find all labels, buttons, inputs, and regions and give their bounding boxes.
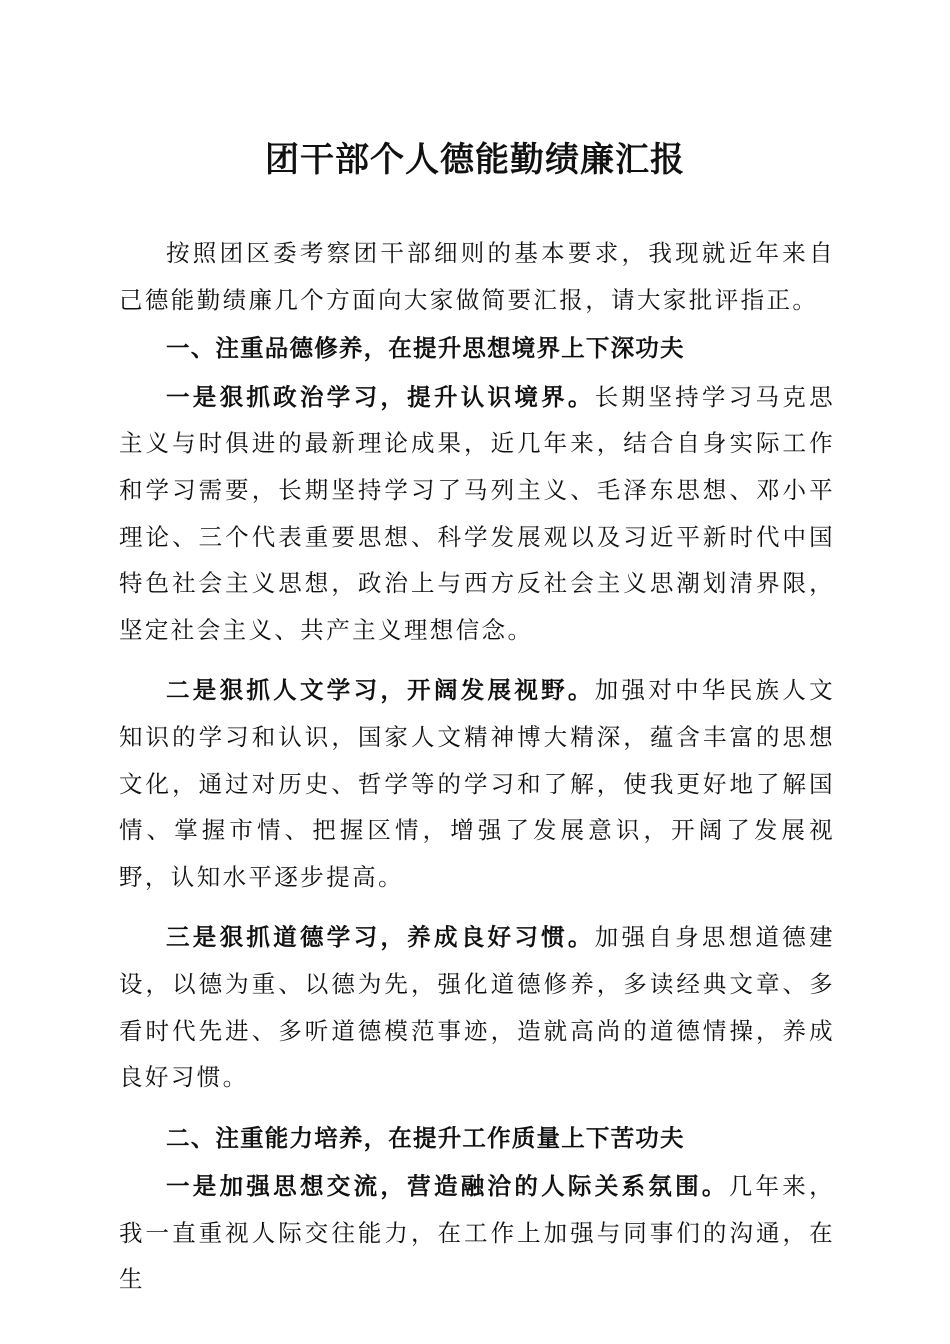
paragraph-text: 加强自身思想道德建设，以德为重、以德为先，强化道德修养，多读经典文章、多看时代先进、多听道德模范事迹，造就高尚的道德情操，养成良好习惯。 [119,923,835,1092]
body-paragraph [119,914,835,1100]
paragraph-text: 几年来，我一直重视人际交往能力，在工作上加强与同事们的沟通，在生 [119,1172,835,1294]
document-body [119,230,835,1303]
document-title: 团干部个人德能勤绩廉汇报 [265,140,685,180]
body-paragraph [119,667,835,900]
paragraph-lead: 一是狠抓政治学习，提升认识境界。 [166,382,595,411]
paragraph-text: 加强对中华民族人文知识的学习和认识，国家人文精神博大精深，蕴含丰富的思想文化，通过对历史、哲学等的学习和了解，使我更好地了解国情、掌握市情、把握区情，增强了发展意识，开阔了发展视野，认知水平逐步提高。 [119,676,835,891]
body-paragraph [119,1163,835,1303]
section-heading: 一、注重品德修养，在提升思想境界上下深功夫 [166,334,685,363]
paragraph-lead: 一是加强思想交流，营造融洽的人际关系氛围。 [166,1172,729,1201]
body-paragraph [119,374,835,654]
intro-paragraph: 按照团区委考察团干部细则的基本要求，我现就近年来自己德能勤绩廉几个方面向大家做简要汇报，请大家批评指正。 [119,239,835,314]
paragraph-text: 长期坚持学习马克思主义与时俱进的最新理论成果，近几年来，结合自身实际工作和学习需要，长期坚持学习了马列主义、毛泽东思想、邓小平理论、三个代表重要思想、科学发展观以及习近平新时代中国特色社会主义思想，政治上与西方反社会主义思潮划清界限，坚定社会主义、共产主义理想信念。 [119,382,835,644]
section-heading: 二、注重能力培养，在提升工作质量上下苦功夫 [166,1123,685,1152]
paragraph-lead: 三是狠抓道德学习，养成良好习惯。 [166,923,595,952]
paragraph-lead: 二是狠抓人文学习，开阔发展视野。 [166,676,595,705]
